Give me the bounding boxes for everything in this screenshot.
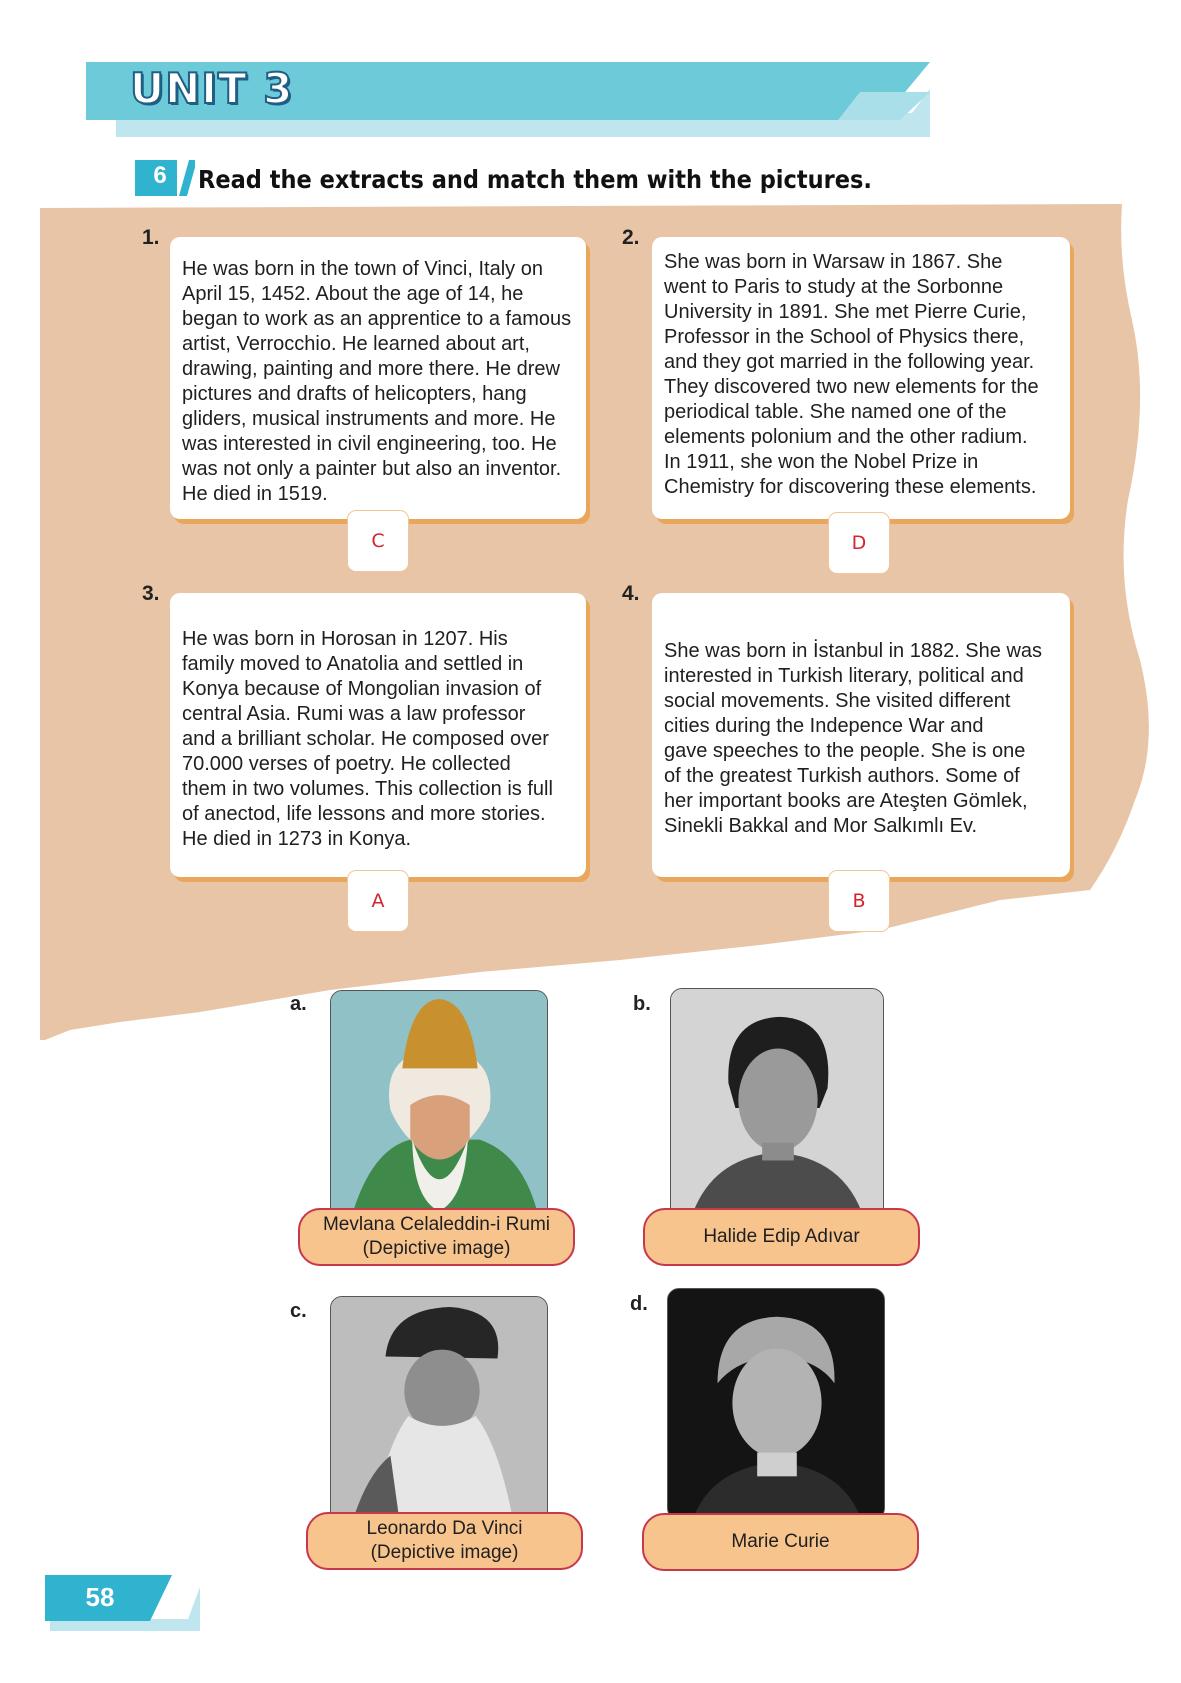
picture-d-caption: Marie Curie <box>642 1513 919 1571</box>
page-number: 58 <box>85 1582 115 1612</box>
extract-2-card <box>652 237 1070 519</box>
rumi-portrait-image <box>331 991 547 1219</box>
picture-a-letter: a. <box>290 993 307 1015</box>
extract-3-card <box>170 593 586 877</box>
picture-b-letter: b. <box>633 993 651 1015</box>
extract-3-answer-box[interactable]: A <box>347 870 409 932</box>
halide-portrait-image <box>671 989 883 1219</box>
extract-2-answer-box[interactable]: D <box>828 512 890 574</box>
da-vinci-portrait-image <box>331 1297 547 1527</box>
picture-b-caption: Halide Edip Adıvar <box>643 1208 920 1266</box>
extract-3-number: 3. <box>142 582 160 605</box>
picture-c-letter: c. <box>290 1300 307 1322</box>
extract-4-number: 4. <box>622 582 640 605</box>
extract-4-answer-box[interactable]: B <box>828 870 890 932</box>
picture-d-portrait <box>667 1288 885 1520</box>
extract-3-text: He was born in Horosan in 1207. His family moved to Anatolia and settled in Konya because of Mongolian invasion of central Asia. Rumi was a law professor and a brilliant scholar. He composed over 70.000 verses of poetry. He collected them in two volumes. This collection is full of anectod, life lessons and more stories. He died in 1273 in Konya. <box>182 628 553 850</box>
picture-c-caption: Leonardo Da Vinci (Depictive image) <box>306 1512 583 1570</box>
extract-2-number: 2. <box>622 226 640 249</box>
extract-1-text: He was born in the town of Vinci, Italy on April 15, 1452. About the age of 14, he began to work as an apprentice to a famous artist, Verrocchio. He learned about art, drawing, painting and more there. He drew pictures and drafts of helicopters, hang gliders, musical instruments and more. He was interested in civil engineering, too. He was not only a painter but also an inventor. He died in 1519. <box>182 258 572 505</box>
extract-2-text: She was born in Warsaw in 1867. She went to Paris to study at the Sorbonne University in 1891. She met Pierre Curie, Professor in the School of Physics there, and they got married in the following year. They discovered two new elements for the periodical table. She named one of the elements polonium and the other radium. In 1911, she won the Nobel Prize in Chemistry for discovering these elements. <box>664 251 1039 498</box>
exercise-number: 6 <box>153 162 167 189</box>
curie-portrait-image <box>668 1289 884 1519</box>
picture-d-letter: d. <box>630 1293 648 1315</box>
extract-1-answer-box[interactable]: C <box>347 510 409 572</box>
extract-4-card <box>652 593 1070 877</box>
picture-a-caption: Mevlana Celaleddin-i Rumi (Depictive image) <box>298 1208 575 1266</box>
exercise-instruction: Read the extracts and match them with the pictures. <box>198 165 872 194</box>
extract-4-text: She was born in İstanbul in 1882. She was interested in Turkish literary, political and social movements. She visited different cities during the Indepence War and gave speeches to the people. She is one of the greatest Turkish authors. Some of her important books are Ateşten Gömlek, Sinekli Bakkal and Mor Salkımlı Ev. <box>664 640 1043 837</box>
picture-a-portrait <box>330 990 548 1220</box>
unit-title: UNIT 3 <box>130 64 294 113</box>
extract-1-number: 1. <box>142 226 160 249</box>
picture-c-portrait <box>330 1296 548 1528</box>
picture-b-portrait <box>670 988 884 1220</box>
extract-1-card <box>170 237 586 519</box>
